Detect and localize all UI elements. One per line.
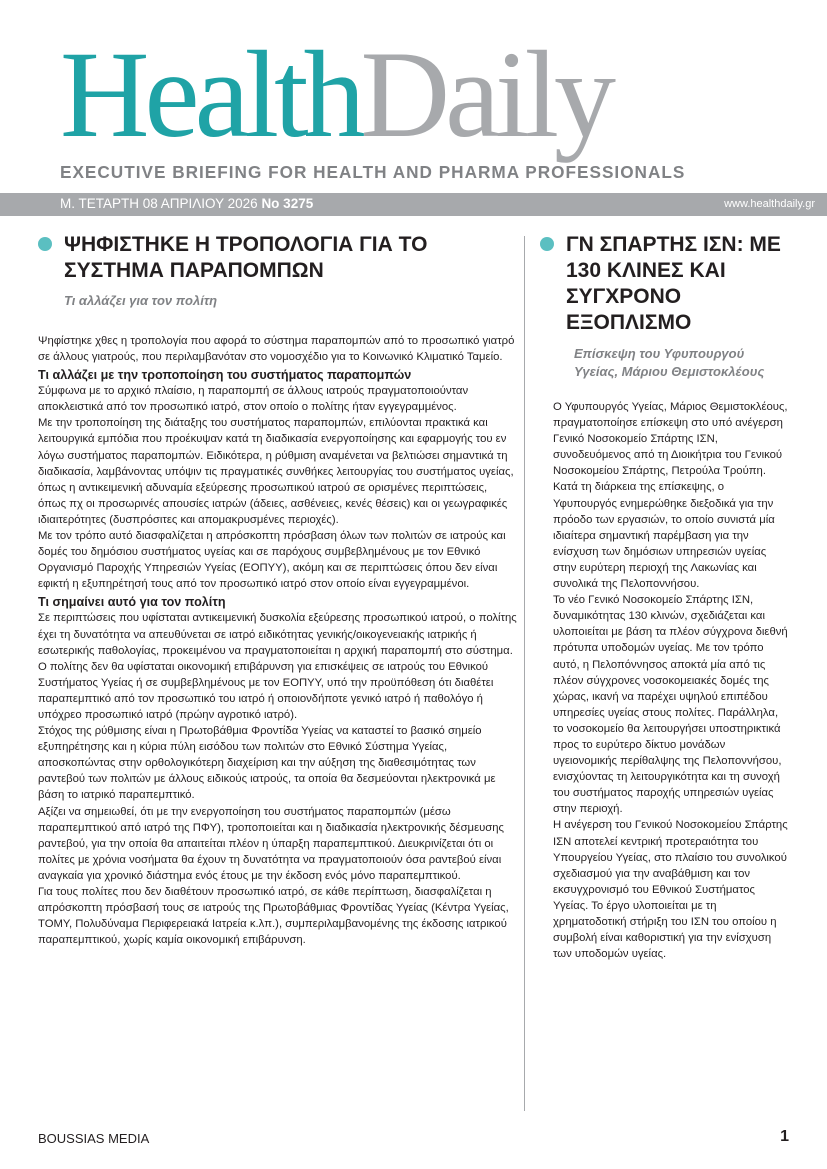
left-section2-title: Τι σημαίνει αυτό για τον πολίτη <box>38 595 226 610</box>
left-intro: Ψηφίστηκε χθες η τροπολογία που αφορά το σύστημα παραπομπών από το προσωπικό γιατρό σε άλλους γιατρούς, που περιλαμβανόταν στο νομοσχέδιο για το Κοινωνικό Κλιματικό Ταμείο. <box>38 335 515 364</box>
column-divider <box>524 236 525 1111</box>
left-subhead: Τι αλλάζει για τον πολίτη <box>64 293 218 308</box>
date-bar <box>0 193 827 216</box>
issue-date-line <box>60 196 313 211</box>
left-article <box>38 232 518 948</box>
right-p1: Ο Υφυπουργός Υγείας, Μάριος Θεμιστοκλέους, πραγματοποίησε επίσκεψη στο υπό ανέγερση Γενικό Νοσοκομείο Σπάρτης ΙΣΝ, συνοδευόμενος από τη Διοικήτρια του Γενικού Νοσοκομείου Σπάρτης, Πετρούλα Τρούπη. Κατά τη διάρκεια της επίσκεψης, ο Υφυπουργός ενημερώθηκε διεξοδικά για την πρόοδο των εργασιών, το οποίο συνιστά μία ιδιαίτερα σημαντική παρέμβαση για την ενίσχυση των δημόσιων υπηρεσιών υγείας στην ευρύτερη περιοχή της Λακωνίας και συνολικά της Πελοποννήσου. <box>553 401 788 591</box>
right-p2: Το νέο Γενικό Νοσοκομείο Σπάρτης ΙΣΝ, δυναμικότητας 130 κλινών, σχεδιάζεται και υλοποιείται με βάση τα πλέον σύγχρονα διεθνή πρότυπα υποδομών υγείας. Με τον τρόπο αυτό, η Πελοπόννησος αποκτά μία από τις πλέον σύγχρονες νοσοκομειακές δομές της χώρας, ικανή να παρέχει υψηλού επιπέδου υπηρεσίες υγείας στους πολίτες. Παράλληλα, το νοσοκομείο θα λειτουργήσει υποστηρικτικά προς το ευρύτερο δίκτυο μονάδων υγειονομικής περίθαλψης της Πελοποννήσου, ενισχύοντας τη λειτουργικότητα και τη συνοχή του συστήματος παροχής υπηρεσιών υγείας στην περιοχή. <box>553 594 788 816</box>
left-section1-title: Τι αλλάζει με την τροποποίηση του συστήματος παραπομπών <box>38 368 412 383</box>
right-p3: Η ανέγερση του Γενικού Νοσοκομείου Σπάρτης ΙΣΝ αποτελεί κεντρική προτεραιότητα του Υπουργείου Υγείας, στο πλαίσιο του συνολικού σχεδιασμού για την αναβάθμιση και τον εκσυγχρονισμό του Εθνικού Συστήματος Υγείας. Το έργο υλοποιείται με τη χρηματοδοτική στήριξη του ΙΣΝ του οποίου η συμβολή είναι καθοριστική για την ενίσχυση των υποδομών υγείας. <box>553 819 788 961</box>
left-section2-p2: Στόχος της ρύθμισης είναι η Πρωτοβάθμια Φροντίδα Υγείας να καταστεί το βασικό σημείο εξυπηρέτησης και η κύρια πύλη εισόδου των πολιτών στο Εθνικό Σύστημα Υγείας, αποσκοπώντας στην ορθολογικότερη διαχείριση και την αύξηση της διαθεσιμότητας των ραντεβού των πολιτών με άλλους ειδικούς ιατρούς, τα οποία θα δεσμεύονται ηλεκτρονικά με βάση το ιατρικό παραπεμπτικό. <box>38 725 496 802</box>
left-headline-text: ΨΗΦΙΣΤΗΚΕ Η ΤΡΟΠΟΛΟΓΙΑ ΓΙΑ ΤΟ ΣΥΣΤΗΜΑ ΠΑΡΑΠΟΜΠΩΝ <box>64 233 428 282</box>
tagline: EXECUTIVE BRIEFING FOR HEALTH AND PHARMA PROFESSIONALS <box>60 162 686 182</box>
right-headline <box>540 232 790 336</box>
page-number: 1 <box>780 1128 789 1145</box>
headline-bullet-icon <box>38 237 52 251</box>
headline-bullet-icon <box>540 237 554 251</box>
left-section1-p1: Σύμφωνα με το αρχικό πλαίσιο, η παραπομπή σε άλλους ιατρούς πραγματοποιούνταν αποκλειστικά από τον προσωπικό ιατρό, στον οποίο ο πολίτης ήταν εγγεγραμμένος. <box>38 385 469 414</box>
left-section1-p3: Με τον τρόπο αυτό διασφαλίζεται η απρόσκοπτη πρόσβαση όλων των πολιτών σε ιατρούς και δομές του δημόσιου συστήματος υγείας και σε παρόχους συμβεβλημένους με τον Εθνικό Οργανισμό Παροχής Υπηρεσιών Υγείας (ΕΟΠΥΥ), ακόμη και σε περιπτώσεις όπου δεν είναι εφικτή η εξυπηρέτησή τους από τον προσωπικό ιατρό στον οποίο είναι εγγεγραμμένοι. <box>38 530 506 591</box>
issue-date: Μ. ΤΕΤΑΡΤΗ 08 ΑΠΡΙΛΙΟΥ 2026 <box>60 196 258 211</box>
left-section2-p3: Αξίζει να σημειωθεί, ότι με την ενεργοποίηση του συστήματος παραπομπών (μέσω παραπεμπτικού από ιατρό της ΠΦΥ), τροποποιείται και η διαδικασία ηλεκτρονικής δέσμευσης ραντεβού, για την οποία θα απαιτείται πλέον η ύπαρξη παραπεμπτικού. Διευκρινίζεται ότι οι πολίτες με χρόνια νοσήματα θα έχουν τη δυνατότητα να πραγματοποιούν όσα ραντεβού είναι αναγκαία για χρονικό διάστημα ενός έτους με την έκδοση ενός μόνο παραπεμπτικού. <box>38 805 504 882</box>
left-headline <box>38 232 518 284</box>
logo-health: Health <box>60 26 361 163</box>
website-link[interactable]: www.healthdaily.gr <box>724 198 815 210</box>
masthead <box>60 26 820 165</box>
right-subhead: Επίσκεψη του Υφυπουργού Υγείας, Μάριου Θεμιστοκλέους <box>574 346 765 379</box>
left-section2-p1: Σε περιπτώσεις που υφίσταται αντικειμενική δυσκολία εξεύρεσης προσωπικού ιατρού, ο πολίτης έχει τη δυνατότητα να απευθύνεται σε ιατρό ειδικότητας γενικής/οικογενειακής ιατρικής ή εσωτερικής παθολογίας, προκειμένου να πραγματοποιείται η αρχική παραπομπή στο σύστημα. Ο πολίτης δεν θα υφίσταται οικονομική επιβάρυνση για επισκέψεις σε ιατρούς του Εθνικού Συστήματος Υγείας ή σε συμβεβλημένους με τον ΕΟΠΥΥ, υπό την προϋπόθεση ότι διαθέτει παραπεμπτικό από τον προσωπικό του ιατρό ή οποιονδήποτε γενικό ιατρό ή παθολόγο ή υπόχρεο προσωπικό ιατρό (πρώην αγροτικό ιατρό). <box>38 612 517 721</box>
right-article <box>540 232 790 962</box>
footer-publisher: BOUSSIAS MEDIA <box>38 1131 150 1146</box>
logo-daily: Daily <box>360 26 612 163</box>
right-headline-text: ΓΝ ΣΠΑΡΤΗΣ ΙΣΝ: ΜΕ 130 ΚΛΙΝΕΣ ΚΑΙ ΣΥΓΧΡΟΝΟ ΕΞΟΠΛΙΣΜΟ <box>566 233 781 334</box>
issue-number: No 3275 <box>261 196 314 211</box>
left-section2-p4: Για τους πολίτες που δεν διαθέτουν προσωπικό ιατρό, σε κάθε περίπτωση, διασφαλίζεται η απρόσκοπτη πρόσβασή τους σε ιατρούς της Πρωτοβάθμιας Φροντίδας Υγείας (Κέντρα Υγείας, ΤΟΜΥ, Πολυδύναμα Περιφερειακά Ιατρεία κ.λπ.), συμπεριλαμβανομένης της έκδοσης ιατρικού παραπεμπτικού, χωρίς καμία οικονομική επιβάρυνση. <box>38 886 509 947</box>
healthdaily-logo[interactable] <box>60 26 612 163</box>
left-section1-p2: Με την τροποποίηση της διάταξης του συστήματος παραπομπών, επιλύονται πρακτικά και λειτουργικά εμπόδια που προέκυψαν κατά τη διαδικασία ενεργοποίησης και εφαρμογής του εν λόγω συστήματος παραπομπών. Ειδικότερα, η ρύθμιση αναμένεται να βελτιώσει σημαντικά τη διαδικασία, λαμβάνοντας υπόψιν τις πραγματικές συνθήκες λειτουργίας του συστήματος υγείας, όπως η αντικειμενική αδυναμία εξεύρεσης προσωπικού ιατρού σε ορισμένες περιπτώσεις, όπως πχ οι προσωρινές απουσίες ιατρών (άδειες, ασθένειες, κενές θέσεις) και οι γεωγραφικές ιδιαιτερότητες (δυσπρόσιτες και απομακρυσμένες περιοχές). <box>38 417 514 526</box>
